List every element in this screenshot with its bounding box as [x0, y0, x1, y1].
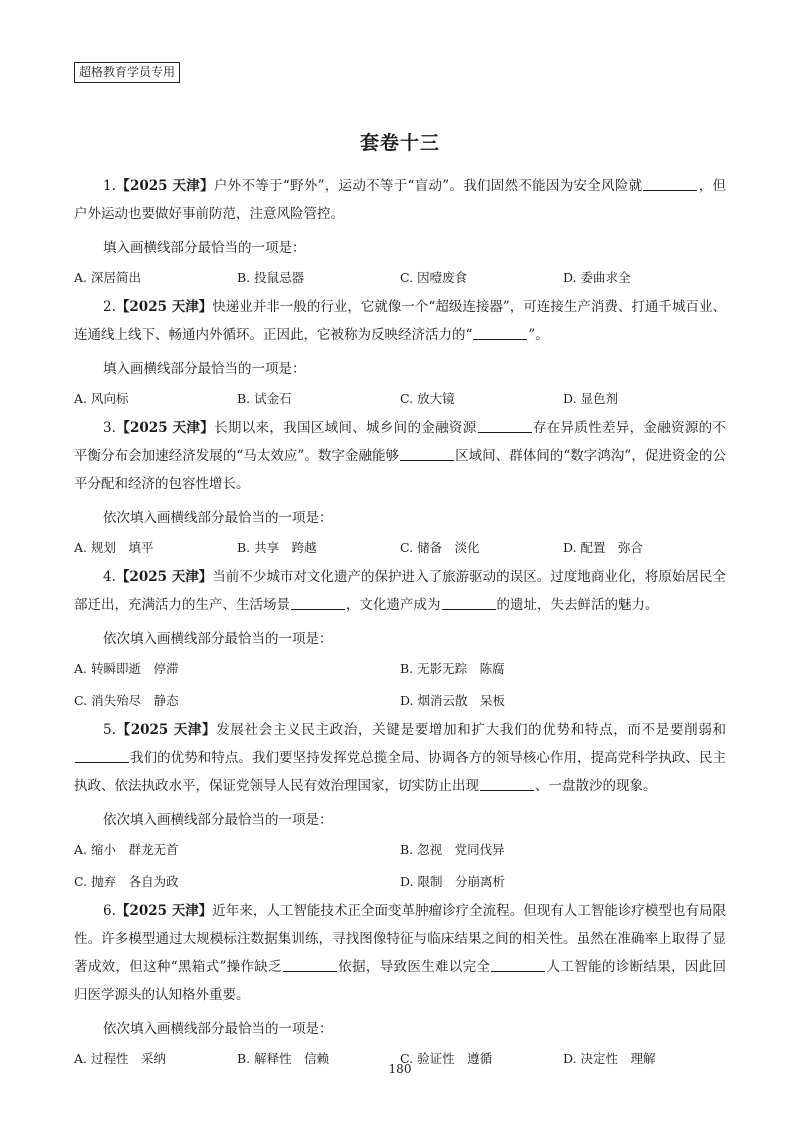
- question-4: [74, 563, 726, 712]
- option-c[interactable]: C. 储备 淡化: [400, 540, 480, 555]
- option-c[interactable]: C. 因噎废食: [400, 270, 468, 285]
- option-b[interactable]: B. 无影无踪 陈腐: [400, 661, 505, 676]
- option-d[interactable]: D. 烟消云散 呆板: [400, 693, 506, 708]
- fill-blank: [442, 595, 496, 610]
- fill-blank: [291, 595, 345, 610]
- stem-text: 发展社会主义民主政治，关键是要增加和扩大我们的优势和特点，而不是要削弱和: [216, 722, 727, 738]
- stem-text: 长期以来，我国区域间、城乡间的金融资源: [214, 420, 477, 436]
- option-d[interactable]: D. 配置 弥合: [563, 540, 644, 555]
- option-a[interactable]: A. 转瞬即逝 停滞: [74, 661, 179, 676]
- question-source: 【2025 天津】: [115, 722, 217, 738]
- question-number: 3.: [103, 420, 116, 436]
- option-a[interactable]: A. 风向标: [74, 391, 129, 406]
- page-title: 套卷十三: [359, 132, 440, 154]
- option-c[interactable]: C. 抛弃 各自为政: [74, 874, 179, 889]
- option-d[interactable]: D. 委曲求全: [563, 270, 631, 285]
- question-number: 4.: [103, 569, 116, 585]
- question-prompt: 填入画横线部分最恰当的一项是：: [103, 361, 306, 377]
- question-prompt: 依次填入画横线部分最恰当的一项是：: [103, 812, 333, 828]
- stem-text: 、一盘散沙的现象。: [535, 778, 657, 794]
- question-prompt: 依次填入画横线部分最恰当的一项是：: [103, 631, 333, 647]
- question-source: 【2025 天津】: [115, 299, 213, 315]
- question-source: 【2025 天津】: [115, 569, 213, 585]
- question-stem: [74, 414, 726, 498]
- question-stem: [74, 716, 726, 800]
- stem-text: 快递业并非一般的行业，它就像一个“超级连接器”，可连接生产消费、打通千城百业、连通线上线下、畅通内外循环。正因此，它被称为反映经济活力的“: [74, 299, 726, 343]
- question-source: 【2025 天津】: [115, 903, 213, 919]
- fill-blank: [283, 957, 337, 972]
- stem-text: 我们的优势和特点。我们要坚持发挥党总揽全局、协调各方的领导核心作用，提高党科学执政、民主执政、依法执政水平，保证党领导人民有效治理国家，切实防止出现: [74, 750, 726, 794]
- question-number: 6.: [103, 903, 116, 919]
- fill-blank: [643, 176, 697, 191]
- stem-text: 依据，导致医生难以完全: [337, 959, 491, 975]
- stem-text: 户外不等于“野外”，运动不等于“盲动”。我们固然不能因为安全风险就: [213, 178, 643, 194]
- question-1: [74, 172, 726, 289]
- option-c[interactable]: C. 放大镜: [400, 391, 455, 406]
- stem-text: 当前不少城市对文化遗产的保护进入了旅游驱动的误区。过度地商业化，将原始居民全部迁出，充满活力的生产、生活场景: [74, 569, 726, 613]
- question-5: [74, 716, 726, 893]
- option-a[interactable]: A. 过程性 采纳: [74, 1051, 166, 1066]
- option-b[interactable]: B. 解释性 信赖: [237, 1051, 330, 1066]
- question-number: 2.: [103, 299, 116, 315]
- question-stem: [74, 293, 726, 349]
- page-number: 180: [388, 1062, 412, 1076]
- stem-text: 区域间、群体间的“数字鸿沟”，促进资金的公平分配和经济的包容性增长。: [74, 448, 726, 492]
- fill-blank: [480, 776, 534, 791]
- question-stem: [74, 563, 726, 619]
- option-b[interactable]: B. 共享 跨越: [237, 540, 317, 555]
- question-6: [74, 897, 726, 1070]
- option-b[interactable]: B. 试金石: [237, 391, 292, 406]
- fill-blank: [400, 446, 454, 461]
- options: [74, 388, 726, 410]
- option-c[interactable]: C. 消失殆尽 静态: [74, 693, 179, 708]
- stem-text: ，文化遗产成为: [346, 597, 441, 613]
- question-stem: [74, 897, 726, 1009]
- options: [74, 267, 726, 289]
- option-a[interactable]: A. 规划 填平: [74, 540, 154, 555]
- options: [74, 658, 726, 712]
- stem-text: 存在异质性差异，金融资源的不平衡分布会加速经济发展的“马太效应”。数字金融能够: [74, 420, 727, 464]
- fill-blank: [75, 748, 129, 763]
- stem-text: 人工智能的诊断结果，因此回归医学源头的认知格外重要。: [74, 959, 726, 1003]
- options: [74, 537, 726, 559]
- question-list: [74, 172, 726, 1074]
- fill-blank: [491, 957, 545, 972]
- question-prompt: 填入画横线部分最恰当的一项是：: [103, 240, 306, 256]
- option-d[interactable]: D. 显色剂: [563, 391, 619, 406]
- option-a[interactable]: A. 缩小 群龙无首: [74, 842, 179, 857]
- question-number: 1.: [103, 178, 116, 194]
- stem-text: 的遗址，失去鲜活的魅力。: [496, 597, 659, 613]
- stem-text: 近年来，人工智能技术正全面变革肿瘤诊疗全流程。但现有人工智能诊疗模型也有局限性。许多模型通过大规模标注数据集训练，寻找图像特征与临床结果之间的相关性。虽然在准确率上取得了显著成效，但这种“黑箱式”操作缺乏: [74, 903, 726, 975]
- fill-blank: [473, 325, 527, 340]
- question-number: 5.: [103, 722, 116, 738]
- option-c[interactable]: C. 验证性 遵循: [400, 1051, 493, 1066]
- option-b[interactable]: B. 投鼠忌器: [237, 270, 305, 285]
- question-source: 【2025 天津】: [115, 420, 215, 436]
- options: [74, 839, 726, 893]
- question-2: [74, 293, 726, 410]
- option-a[interactable]: A. 深居简出: [74, 270, 141, 285]
- option-d[interactable]: D. 限制 分崩离析: [400, 874, 506, 889]
- stem-text: ，但户外运动也要做好事前防范，注意风险管控。: [74, 178, 727, 222]
- option-b[interactable]: B. 忽视 党同伐异: [400, 842, 505, 857]
- question-prompt: 依次填入画横线部分最恰当的一项是：: [103, 510, 333, 526]
- option-d[interactable]: D. 决定性 理解: [563, 1051, 656, 1066]
- student-only-badge: 超格教育学员专用: [74, 62, 180, 83]
- question-3: [74, 414, 726, 559]
- question-prompt: 依次填入画横线部分最恰当的一项是：: [103, 1021, 333, 1037]
- question-source: 【2025 天津】: [115, 178, 214, 194]
- fill-blank: [478, 418, 532, 433]
- stem-text: ”。: [528, 327, 549, 343]
- question-stem: [74, 172, 726, 228]
